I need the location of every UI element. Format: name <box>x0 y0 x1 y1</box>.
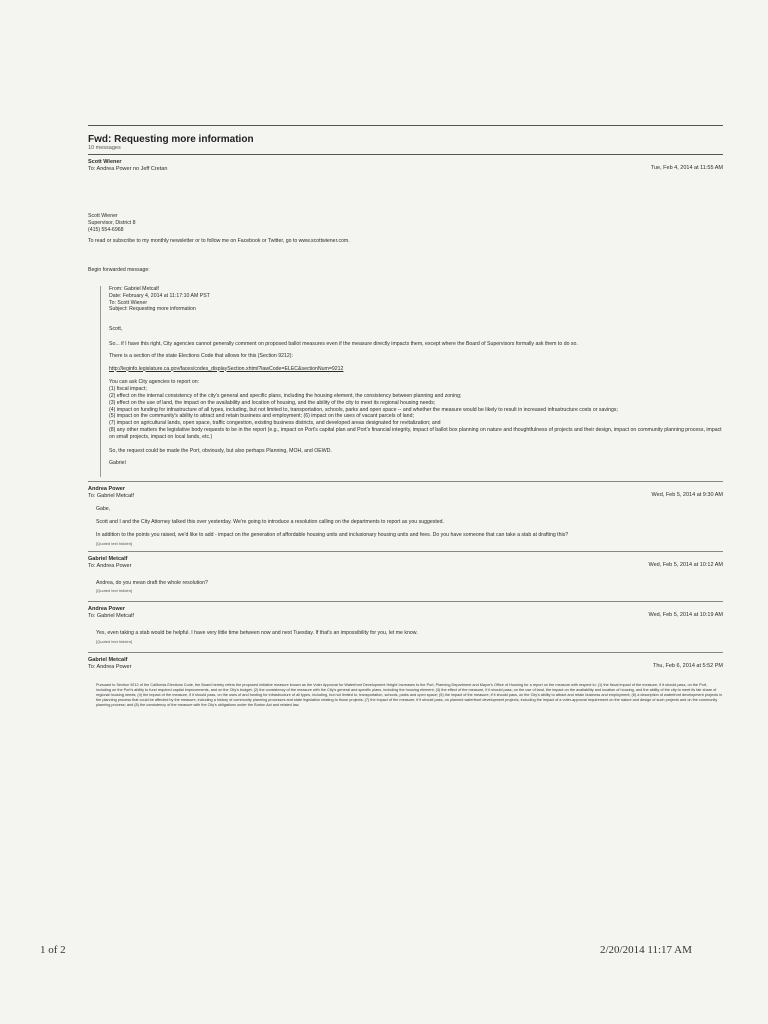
signature-name: Scott Wiener <box>88 213 118 219</box>
print-timestamp: 2/20/2014 11:17 AM <box>600 944 692 956</box>
sender: Andrea Power <box>88 486 125 493</box>
message-header-2 <box>88 482 723 500</box>
message-paragraph: In addition to the points you raised, we'd like to add - impact on the generation of affordable housing units and inclusionary housing units and fees. Do you have someone that can take a stab at drafting this? <box>96 531 569 538</box>
resolution-draft-text: Pursuant to Section 9212 of the California Elections Code, the Board hereby refers the proposed initiative measure known as the Voter Approval for Waterfront Development Height Increases to the Port, Planning Department and Mayor's Office of Housing for a report on the measure with respect to: (1) the fiscal impact of the measure, if it should pass, on the Port, including on the Port's ability to fund required capital improvements, and on the City's budget; (2) the consistency of the measure with the City's general and specific plans, including the housing element; (3) the effect of the measure, if it should pass, on the use of land, the impact on the availability and location of housing, and the ability of the city to meet its fair share of regional housing needs; (4) the impact of the measure, if it should pass, on the uses of and funding for infrastructure of all types, including, but not limited to, transportation, schools, parks and open space; (5) the impact of the measure, if it should pass, on the City's ability to attract and retain business and employment; (6) a description of waterfront development projects in the planning process that could be affected by the measure, including a history of community planning processes and state legislation relating to those projects; (7) the impact of the measure, if it should pass, on planned waterfront development projects, including the impact of a voter-approval requirement on the nature and design of such projects and on the community planning process; and (8) the consistency of the measure with the City's obligations under the Burton Act and related law. <box>96 682 723 707</box>
list-item: (3) effect on the use of land, the impact on the availability and location of housing, and the ability of the city to meet its regional housing needs; <box>109 399 436 406</box>
forward-greeting: Scott, <box>109 326 123 333</box>
forwarded-message <box>100 286 723 477</box>
list-item: (8) any other matters the legislative body requests to be in the report (e.g., impact on Port's capital plan and Port's financial integrity, impact of ballot box planning on nature and thoughtfulness of projects and their design, impact on community planning process, impact on small projects, impact on local lands, etc.) <box>109 426 722 440</box>
message-paragraph: Yes, even taking a stab would be helpful. I have very little time between now and next Tuesday. If that's an impossibility for you, let me know. <box>96 630 418 637</box>
recipients: To: Andrea Power <box>88 562 132 569</box>
quoted-text-toggle[interactable]: [Quoted text hidden] <box>96 540 133 546</box>
quoted-text-toggle[interactable]: [Quoted text hidden] <box>96 639 133 645</box>
recipients: To: Gabriel Metcalf <box>88 613 134 620</box>
message-greeting: Gabe, <box>96 506 111 513</box>
list-item: (7) impact on agricultural lands, open space, traffic congestion, existing business districts, and developed areas designated for revitalization; and <box>109 420 441 427</box>
message-paragraph: Scott and I and the City Attorney talked this over yesterday. We're going to introduce a resolution calling on the departments to report as you suggested. <box>96 518 444 525</box>
sent-date: Wed, Feb 5, 2014 at 9:30 AM <box>651 492 723 499</box>
forward-date: Date: February 4, 2014 at 11:17:10 AM PST <box>109 292 210 299</box>
statute-link[interactable]: http://leginfo.legislature.ca.gov/faces/codes_displaySection.xhtml?lawCode=ELEC&sectionNum=9212 <box>109 365 344 372</box>
list-item: (4) impact on funding for infrastructure of all types, including, but not limited to, transportation, schools, parks and open space -- and whether the measure would be likely to result in increased infrastructure costs or savings; <box>109 406 618 413</box>
sender: Andrea Power <box>88 606 125 613</box>
newsletter-text: To read or subscribe to my monthly newsletter or to follow me on Facebook or Twitter, go to www.scottwiener.com. <box>88 238 350 245</box>
recipients: To: Gabriel Metcalf <box>88 493 134 500</box>
signature-role: Supervisor, District 8 <box>88 219 136 226</box>
recipients: To: Andrea Power <box>88 664 132 671</box>
forward-signoff: Gabriel <box>109 460 126 467</box>
message-header-5 <box>88 653 723 671</box>
page-number: 1 of 2 <box>40 944 66 956</box>
sent-date: Wed, Feb 5, 2014 at 10:12 AM <box>648 561 723 568</box>
forward-paragraph: So, the request could be made the Port, obviously, but also perhaps Planning, MOH, and OEWD. <box>109 447 332 454</box>
forward-to: To: Scott Wiener <box>109 299 148 306</box>
recipients: To: Andrea Power no Jeff Cretan <box>88 166 168 172</box>
top-rule <box>88 125 723 126</box>
forward-intro: Begin forwarded message: <box>88 267 150 274</box>
signature-phone: (415) 554-6968 <box>88 226 124 233</box>
message-header-3 <box>88 552 723 570</box>
email-printout <box>88 125 723 712</box>
forward-paragraph: You can ask City agencies to report on: <box>109 379 200 386</box>
quoted-text-toggle[interactable]: [Quoted text hidden] <box>96 588 133 594</box>
forward-paragraph: There is a section of the state Elections Code that allows for this (Section 9212): <box>109 352 293 359</box>
message-paragraph: Andrea, do you mean draft the whole resolution? <box>96 579 208 586</box>
forward-subject: Subject: Requesting more information <box>109 306 196 313</box>
message-header-1 <box>88 155 723 173</box>
list-item: (5) impact on the community's ability to attract and retain business and employment; (6) impact on the uses of vacant parcels of land; <box>109 413 414 420</box>
sent-date: Thu, Feb 6, 2014 at 5:52 PM <box>652 663 723 670</box>
sent-date: Tue, Feb 4, 2014 at 11:55 AM <box>650 165 723 171</box>
sender: Gabriel Metcalf <box>88 555 128 562</box>
sent-date: Wed, Feb 5, 2014 at 10:19 AM <box>648 612 723 619</box>
message-header-4 <box>88 602 723 620</box>
thread-title: Fwd: Requesting more information <box>88 134 254 145</box>
sender: Gabriel Metcalf <box>88 657 128 664</box>
list-item: (1) fiscal impact; <box>109 386 147 393</box>
message-count: 10 messages <box>88 145 121 151</box>
list-item: (2) effect on the internal consistency of the city's general and specific plans, including the housing element, the consistency between planning and zoning; <box>109 392 462 399</box>
forward-from: From: Gabriel Metcalf <box>109 285 159 292</box>
forward-paragraph: So... if I have this right, City agencies cannot generally comment on proposed ballot measures even if the measure directly impacts them, except where the Board of Supervisors formally ask them to do so. <box>109 340 578 347</box>
sender: Scott Wiener <box>88 159 122 165</box>
